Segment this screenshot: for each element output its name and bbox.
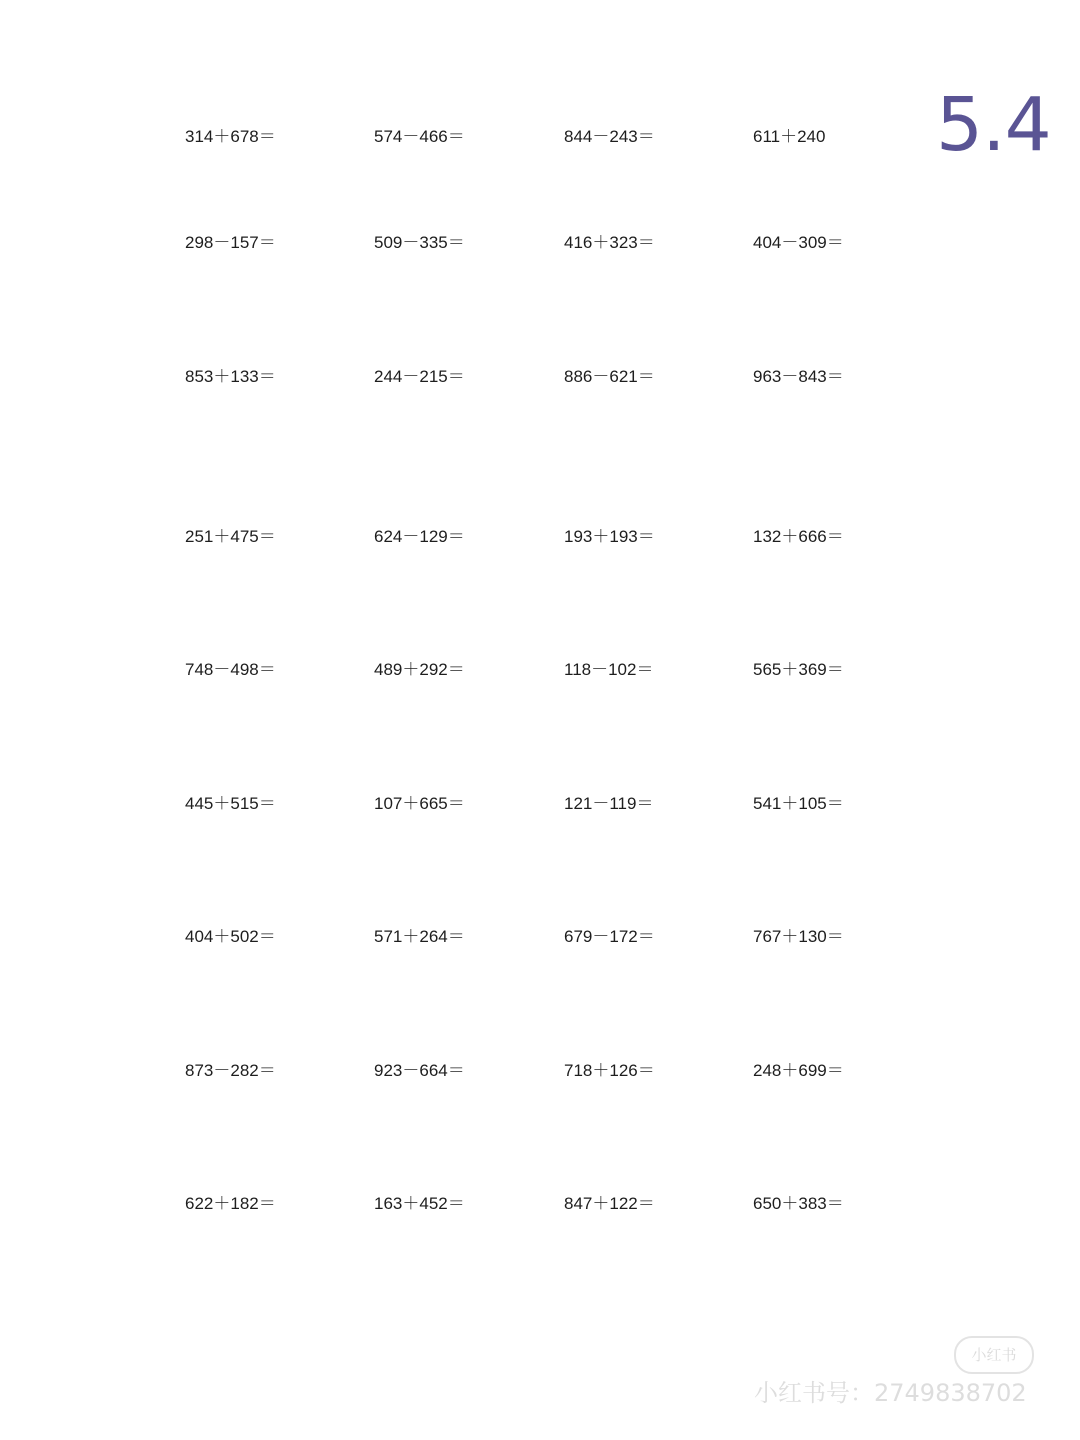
arithmetic-problem: 611＋240 [753, 127, 826, 146]
arithmetic-problem: 489＋292＝ [374, 660, 465, 679]
arithmetic-problem: 886－621＝ [564, 367, 655, 386]
arithmetic-problem: 107＋665＝ [374, 794, 465, 813]
arithmetic-problem: 847＋122＝ [564, 1194, 655, 1213]
problem-row-4 [0, 522, 1080, 552]
arithmetic-problem: 853＋133＝ [185, 367, 276, 386]
problem-row-6 [0, 789, 1080, 819]
arithmetic-problem: 622＋182＝ [185, 1194, 276, 1213]
problem-row-1 [0, 122, 1080, 152]
arithmetic-problem: 404－309＝ [753, 233, 844, 252]
watermark [754, 1336, 1044, 1416]
arithmetic-problem: 121－119＝ [564, 794, 654, 813]
arithmetic-problem: 251＋475＝ [185, 527, 276, 546]
problem-row-3 [0, 362, 1080, 392]
arithmetic-problem: 767＋130＝ [753, 927, 844, 946]
arithmetic-problem: 748－498＝ [185, 660, 276, 679]
arithmetic-problem: 574－466＝ [374, 127, 465, 146]
problem-row-9 [0, 1189, 1080, 1219]
arithmetic-problem: 624－129＝ [374, 527, 465, 546]
arithmetic-problem: 565＋369＝ [753, 660, 844, 679]
problem-row-7 [0, 922, 1080, 952]
arithmetic-problem: 298－157＝ [185, 233, 276, 252]
arithmetic-problem: 445＋515＝ [185, 794, 276, 813]
arithmetic-problem: 416＋323＝ [564, 233, 655, 252]
problem-row-8 [0, 1056, 1080, 1086]
arithmetic-problem: 132＋666＝ [753, 527, 844, 546]
arithmetic-problem: 163＋452＝ [374, 1194, 465, 1213]
arithmetic-problem: 541＋105＝ [753, 794, 844, 813]
arithmetic-problem: 193＋193＝ [564, 527, 655, 546]
arithmetic-problem: 118－102＝ [564, 660, 654, 679]
watermark-logo: 小红书 [954, 1336, 1034, 1374]
arithmetic-problem: 679－172＝ [564, 927, 655, 946]
problem-row-5 [0, 655, 1080, 685]
arithmetic-problem: 314＋678＝ [185, 127, 276, 146]
arithmetic-problem: 873－282＝ [185, 1061, 276, 1080]
arithmetic-problem: 509－335＝ [374, 233, 465, 252]
arithmetic-problem: 923－664＝ [374, 1061, 465, 1080]
arithmetic-problem: 844－243＝ [564, 127, 655, 146]
watermark-text: 小红书号：2749838702 [754, 1379, 1027, 1407]
arithmetic-problem: 718＋126＝ [564, 1061, 655, 1080]
arithmetic-problem: 571＋264＝ [374, 927, 465, 946]
arithmetic-problem: 650＋383＝ [753, 1194, 844, 1213]
arithmetic-problem: 248＋699＝ [753, 1061, 844, 1080]
arithmetic-problem: 404＋502＝ [185, 927, 276, 946]
date-label: 5.4 [936, 82, 1051, 168]
arithmetic-problem: 963－843＝ [753, 367, 844, 386]
problem-row-2 [0, 228, 1080, 258]
arithmetic-problem: 244－215＝ [374, 367, 465, 386]
